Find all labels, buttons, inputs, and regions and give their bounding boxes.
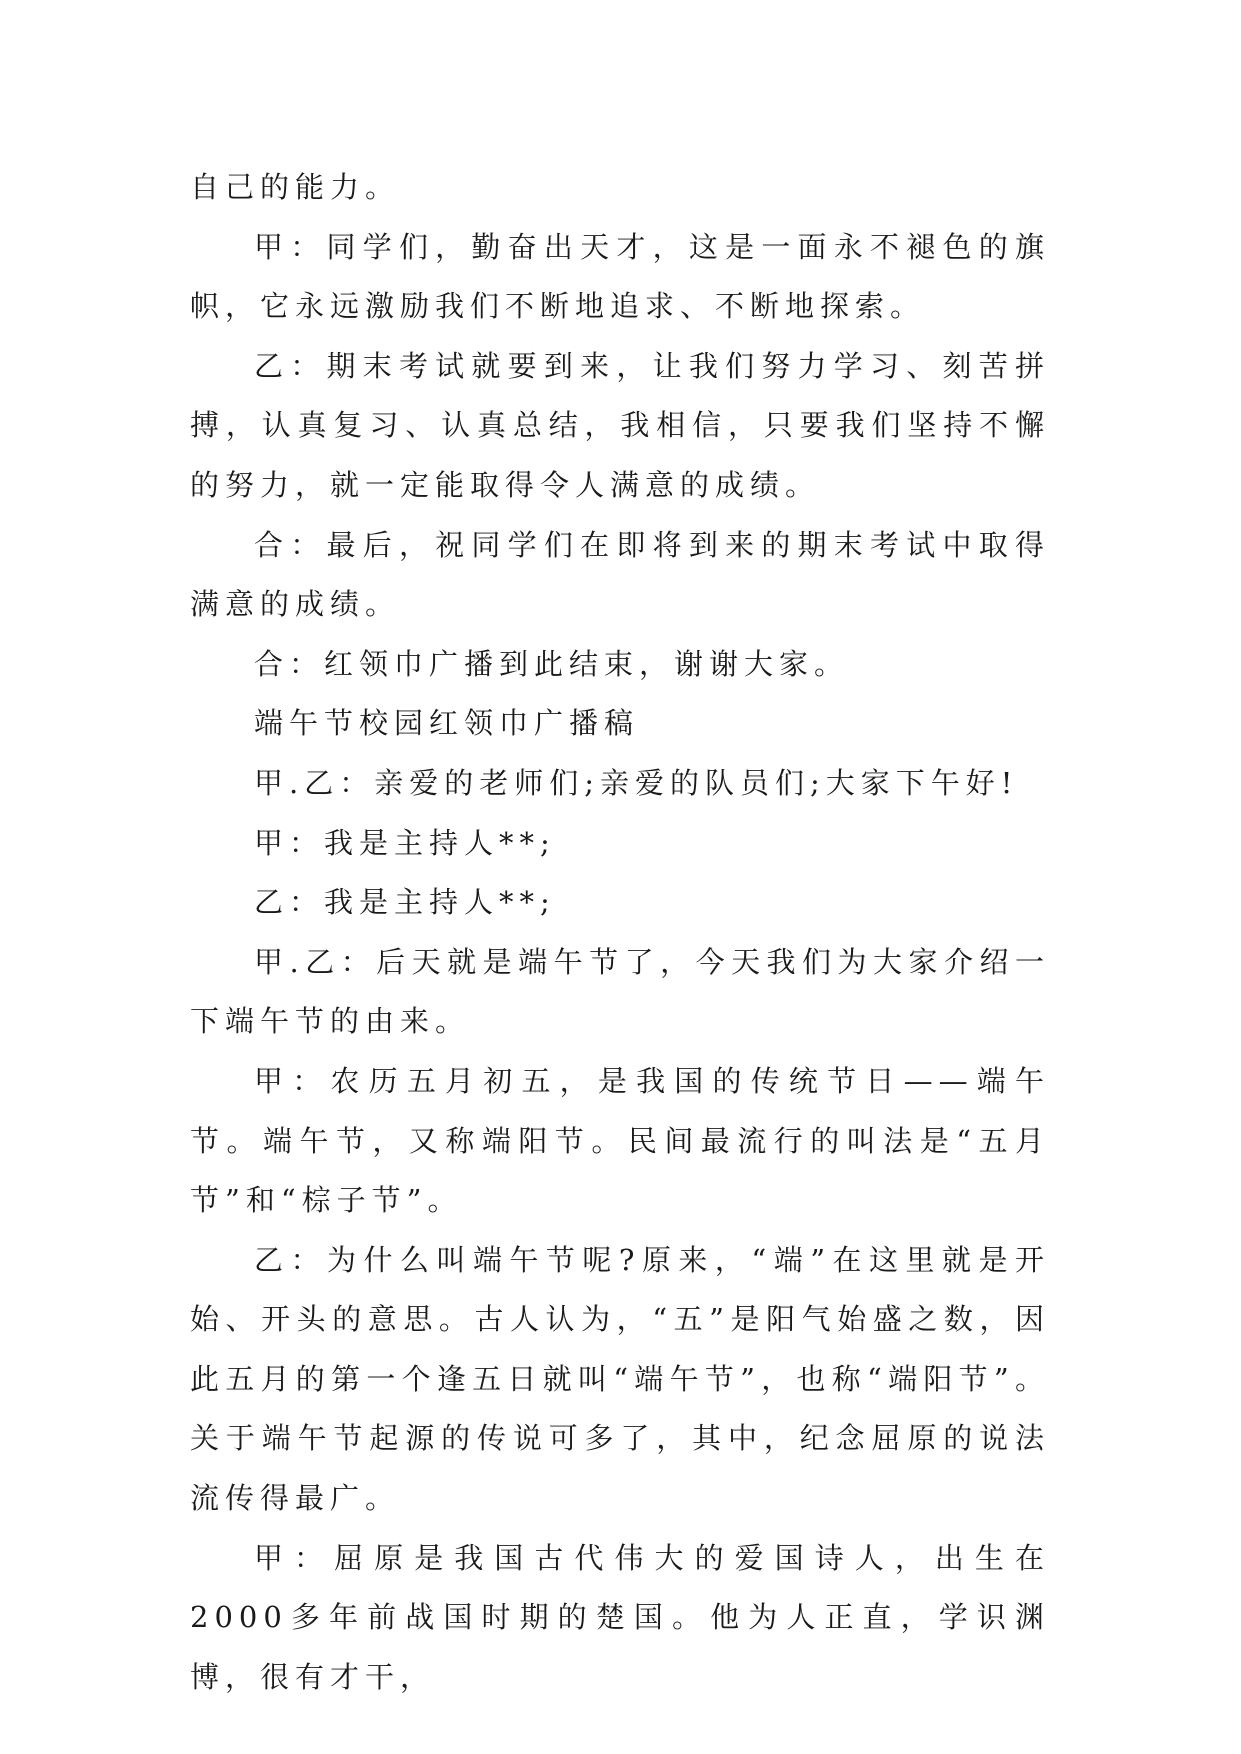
paragraph-4: 合：最后，祝同学们在即将到来的期末考试中取得满意的成绩。 (190, 527, 1050, 622)
paragraph-7: 甲.乙：亲爱的老师们;亲爱的队员们;大家下午好! (254, 765, 1019, 800)
paragraph-5: 合：红领巾广播到此结束，谢谢大家。 (254, 646, 850, 681)
paragraph-1: 自己的能力。 (190, 170, 401, 204)
paragraph-13: 甲：屈原是我国古代伟大的爱国诗人，出生在2000多年前战国时期的楚国。他为人正直，学识渊博，很有才干， (190, 1540, 1050, 1694)
paragraph-9: 乙：我是主持人**; (254, 885, 556, 920)
paragraph-8: 甲：我是主持人**; (254, 825, 556, 860)
paragraph-12: 乙：为什么叫端午节呢?原来，“端”在这里就是开始、开头的意思。古人认为，“五”是阳气始盛之数，因此五月的第一个逢五日就叫“端午节”，也称“端阳节”。关于端午节起源的传说可多了，其中，纪念屈原的说法流传得最广。 (190, 1242, 1050, 1516)
paragraph-3: 乙：期末考试就要到来，让我们努力学习、刻苦拼搏，认真复习、认真总结，我相信，只要我们坚持不懈的努力，就一定能取得令人满意的成绩。 (190, 348, 1050, 502)
paragraph-10: 甲.乙：后天就是端午节了，今天我们为大家介绍一下端午节的由来。 (190, 944, 1050, 1039)
paragraph-11: 甲：农历五月初五，是我国的传统节日——端午节。端午节，又称端阳节。民间最流行的叫法是“五月节”和“棕子节”。 (190, 1063, 1050, 1218)
section-title: 端午节校园红领巾广播稿 (254, 706, 640, 741)
paragraph-2: 甲：同学们，勤奋出天才，这是一面永不褪色的旗帜，它永远激励我们不断地追求、不断地探索。 (190, 229, 1050, 324)
document-body (190, 158, 1050, 1707)
